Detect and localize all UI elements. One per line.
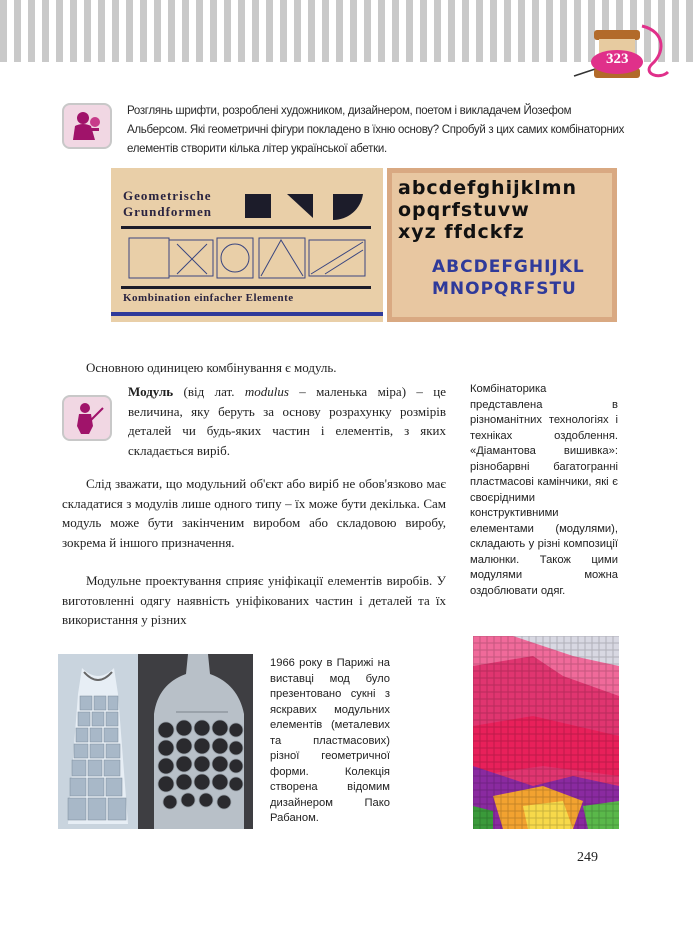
definition-text-a: (від лат. — [173, 384, 245, 399]
poster1-title-line1: Geometrische — [123, 188, 212, 203]
definition-block — [128, 382, 446, 460]
figure-with-needle-icon — [69, 400, 105, 436]
paragraph-2: Модульне проектування сприяє уніфікації елементів виробів. У виготовленні одягу наявність уніфікованих частин і деталей та їх використання у різних — [62, 573, 446, 627]
albers-poster-stencil-alphabet — [387, 168, 617, 322]
definition-text-b: – маленька міра) – це величина, яку беруть за основу розрахунку розмірів деталей чи будь-яких частин і елементів, з яких складається виріб. — [128, 384, 446, 458]
poster2-row1: abcdefghijklmn — [398, 177, 578, 199]
poster1-title-line2: Grundformen — [123, 204, 212, 219]
page-badge-number: 323 — [606, 51, 629, 67]
thread-spool-badge — [572, 24, 672, 84]
main-intro-line: Основною одиницею комбінування є модуль. — [86, 360, 337, 375]
albers-poster-geometric-forms — [111, 168, 383, 322]
intro-text: Розглянь шрифти, розроблені художником, дизайнером, поетом і викладачем Йозефом Альберсом. Які геометричні фігури покладено в їхню основу? Спробуй з цих самих комбінаторних елементів створити кілька літер української абетки. — [127, 105, 625, 155]
task-icon-box — [62, 103, 112, 149]
poster2-row2: opqrfstuvw — [398, 199, 530, 221]
diamond-embroidery-photo — [473, 636, 619, 829]
paco-rabanne-dresses-photo — [58, 654, 253, 829]
poster2-row5: MNOPQRFSTU — [432, 279, 577, 299]
paragraph-1: Слід зважати, що модульний об'єкт або виріб не обов'язково має складатися з модулів лише одного типу – їх може бути декілька. Сам модуль може бути закінченим виробом або складовою виробу, зокрема й іншого призначення. — [62, 476, 446, 550]
artist-palette-icon — [69, 108, 105, 144]
beads-illustration — [473, 636, 619, 829]
poster2-row4: ABCDEFGHIJKL — [432, 257, 585, 277]
sidebar-text: Комбінаторика представлена в різноманітних технологіях і техніках оздоблення. «Діамантова вишивка»: різнобарвні багатогранні пластмасові камінчики, які є своєрідними конструктивними елементами (модулями), складають у різні композиції малюнки. Також цими модулями можна оздоблювати одяг. — [470, 383, 618, 597]
poster2-row3: xyz ffdckfz — [398, 221, 525, 243]
poster1-footer: Kombination einfacher Elemente — [123, 292, 294, 304]
definition-latin: modulus — [244, 384, 289, 399]
mannequins-illustration — [58, 654, 253, 829]
definition-term: Модуль — [128, 384, 174, 399]
definition-icon-box — [62, 395, 112, 441]
page-number: 249 — [577, 850, 598, 865]
dress-caption: 1966 року в Парижі на виставці мод було презентовано сукні з яскравих модульних елементів (металевих та пластмасових) різної геометричної форми. Колекція створена відомим дизайнером Пако Рабаном. — [270, 657, 390, 824]
